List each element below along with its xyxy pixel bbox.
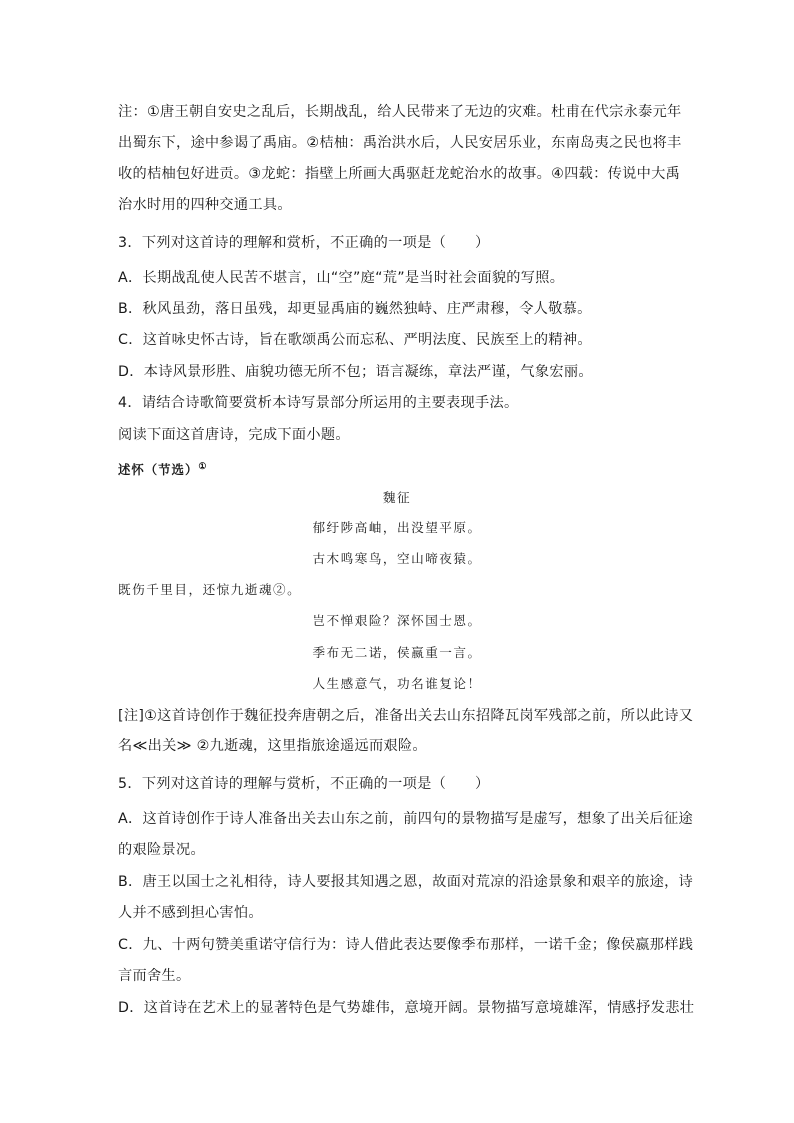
question-4-stem: 4．请结合诗歌简要赏析本诗写景部分所运用的主要表现手法。 bbox=[118, 395, 519, 411]
poem-note-line: 名≪出关≫ ②九逝魂，这里指旅途遥远而艰险。 bbox=[118, 738, 427, 754]
poem-title-text: 述怀（节选） bbox=[118, 462, 199, 478]
question-5-option-c-cont: 言而舍生。 bbox=[118, 968, 191, 984]
poem-title-note-marker: ① bbox=[198, 462, 208, 472]
note-line: 注：①唐王朝自安史之乱后，长期战乱，给人民带来了无边的灾难。杜甫在代宗永泰元年 bbox=[118, 104, 682, 120]
question-3-option-c: C．这首咏史怀古诗，旨在歌颂禹公而忘私、严明法度、民族至上的精神。 bbox=[118, 332, 592, 348]
poem-line: 既伤千里目，还惊九逝魂②。 bbox=[118, 582, 302, 597]
poem-line: 古木鸣寒鸟，空山啼夜猿。 bbox=[312, 551, 482, 566]
question-3-option-b: B．秋风虽劲，落日虽残，却更显禹庙的巍然独峙、庄严肃穆，令人敬慕。 bbox=[118, 301, 592, 317]
poem-author: 魏征 bbox=[382, 490, 412, 505]
question-5-stem: 5．下列对这首诗的理解与赏析，不正确的一项是（ ） bbox=[118, 776, 490, 792]
poem-note-line: [注]①这首诗创作于魏征投奔唐朝之后，准备出关去山东招降瓦岗军残部之前，所以此诗又 bbox=[118, 708, 694, 724]
question-3-stem: 3．下列对这首诗的理解和赏析，不正确的一项是（ ） bbox=[118, 235, 490, 251]
question-3-option-a: A．长期战乱使人民苦不堪言，山“空”庭“荒”是当时社会面貌的写照。 bbox=[118, 270, 565, 286]
question-5-option-a: A．这首诗创作于诗人准备出关去山东之前，前四句的景物描写是虚写，想象了出关后征途 bbox=[118, 811, 694, 827]
question-3-option-d: D．本诗风景形胜、庙貌功德无所不包；语言凝练，章法严谨，气象宏丽。 bbox=[118, 364, 593, 380]
poem-title bbox=[118, 457, 207, 480]
poem-line: 人生感意气，功名谁复论！ bbox=[312, 676, 482, 691]
reading-instruction: 阅读下面这首唐诗，完成下面小题。 bbox=[118, 427, 350, 443]
question-5-option-b-cont: 人并不感到担心害怕。 bbox=[118, 905, 263, 921]
note-line: 收的桔柚包好进贡。③龙蛇：指壁上所画大禹驱赶龙蛇治水的故事。④四载：传说中大禹 bbox=[118, 166, 681, 182]
poem-line: 岂不惮艰险？深怀国士恩。 bbox=[312, 613, 482, 628]
poem-line: 郁纡陟高岫，出没望平原。 bbox=[312, 520, 482, 535]
question-5-option-d: D．这首诗在艺术上的显著特色是气势雄伟，意境开阔。景物描写意境雄浑，情感抒发悲壮 bbox=[118, 1000, 695, 1016]
question-5-option-b: B．唐王以国士之礼相待，诗人要报其知遇之恩，故面对荒凉的沿途景象和艰辛的旅途，诗 bbox=[118, 874, 694, 890]
note-line: 治水时用的四种交通工具。 bbox=[118, 197, 292, 213]
question-5-option-a-cont: 的艰险景况。 bbox=[118, 842, 205, 858]
poem-line: 季布无二诺，侯嬴重一言。 bbox=[312, 645, 482, 660]
note-line: 出蜀东下，途中参谒了禹庙。②桔柚：禹治洪水后，人民安居乐业，东南岛夷之民也将丰 bbox=[118, 135, 682, 151]
question-5-option-c: C．九、十两句赞美重诺守信行为：诗人借此表达要像季布那样，一诺千金；像侯嬴那样践 bbox=[118, 937, 694, 953]
